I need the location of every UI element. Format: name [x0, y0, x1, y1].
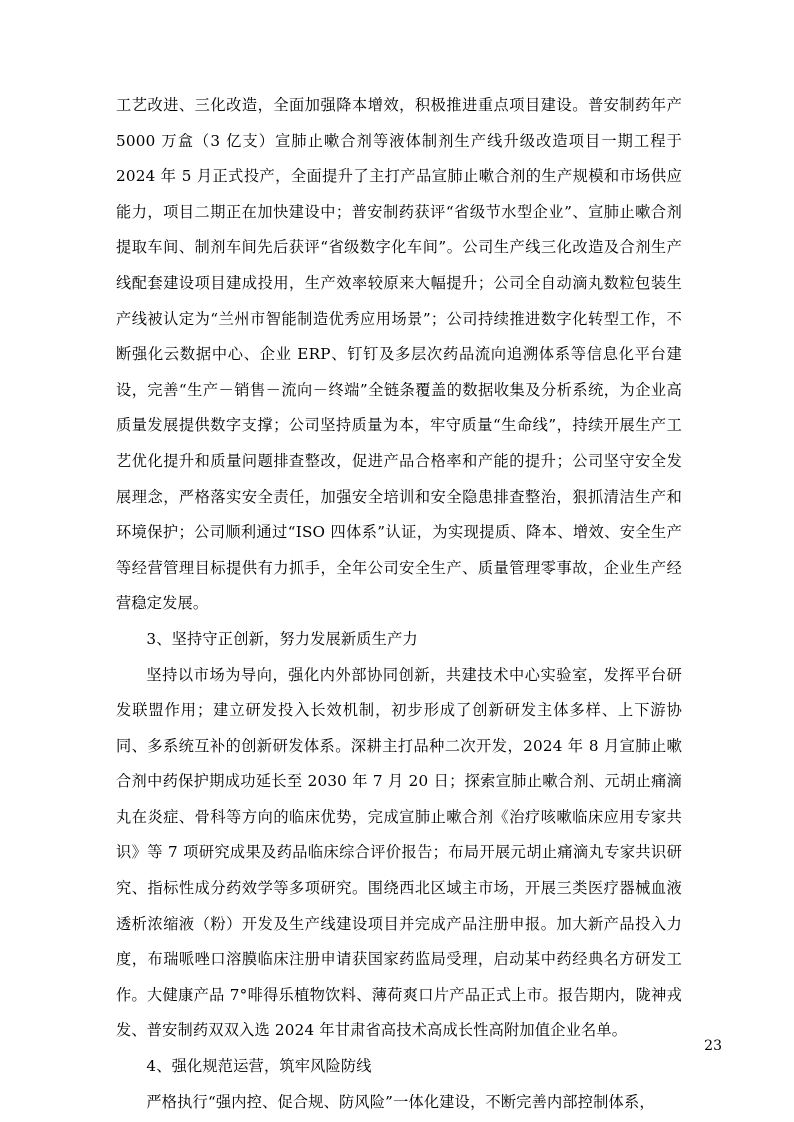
page-number: 23: [704, 1038, 722, 1054]
paragraph: 坚持以市场为导向，强化内外部协同创新，共建技术中心实验室，发挥平台研发联盟作用；建立研发投入长效机制，初步形成了创新研发主体多样、上下游协同、多系统互补的创新研发体系。深耕主打品种二次开发，2024 年 8 月宣肺止嗽合剂中药保护期成功延长至 2030 年 7 月 20 日；探索宣肺止嗽合剂、元胡止痛滴丸在炎症、骨科等方向的临床优势，完成宣肺止嗽合剂《治疗咳嗽临床应用专家共识》等 7 项研究成果及药品临床综合评价报告；布局开展元胡止痛滴丸专家共识研究、指标性成分药效学等多项研究。围绕西北区域主市场，开展三类医疗器械血液透析浓缩液（粉）开发及生产线建设项目并完成产品注册申报。加大新产品投入力度，布瑞哌唑口溶膜临床注册申请获国家药监局受理，启动某中药经典名方研发工作。大健康产品 7°啡得乐植物饮料、薄荷爽口片产品正式上市。报告期内，陇神戎发、普安制药双双入选 2024 年甘肃省高技术高成长性高附加值企业名单。: [116, 665, 682, 1040]
paragraph: 严格执行“强内控、促合规、防风险”一体化建设，不断完善内部控制体系，: [146, 1092, 655, 1111]
paragraph: 3、坚持守正创新，努力发展新质生产力: [146, 629, 418, 648]
paragraph: 4、强化规范运营，筑牢风险防线: [146, 1057, 372, 1076]
paragraph: 工艺改进、三化改造，全面加强降本增效，积极推进重点项目建设。普安制药年产 5000 万盒（3 亿支）宣肺止嗽合剂等液体制剂生产线升级改造项目一期工程于 2024 年 5 月正式投产，全面提升了主打产品宣肺止嗽合剂的生产规模和市场供应能力，项目二期正在加快建设中；普安制药获评“省级节水型企业”、宣肺止嗽合剂提取车间、制剂车间先后获评“省级数字化车间”。公司生产线三化改造及合剂生产线配套建设项目建成投用，生产效率较原来大幅提升；公司全自动滴丸数粒包装生产线被认定为“兰州市智能制造优秀应用场景”；公司持续推进数字化转型工作，不断强化云数据中心、企业 ERP、钉钉及多层次药品流向追溯体系等信息化平台建设，完善“生产－销售－流向－终端”全链条覆盖的数据收集及分析系统，为企业高质量发展提供数字支撑；公司坚持质量为本，牢守质量“生命线”，持续开展生产工艺优化提升和质量问题排查整改，促进产品合格率和产能的提升；公司坚守安全发展理念，严格落实安全责任，加强安全培训和安全隐患排查整治，狠抓清洁生产和环境保护；公司顺利通过“ISO 四体系”认证，为实现提质、降本、增效、安全生产等经营管理目标提供有力抓手，全年公司安全生产、质量管理零事故，企业生产经营稳定发展。: [116, 96, 682, 613]
page-body: [116, 88, 682, 1120]
